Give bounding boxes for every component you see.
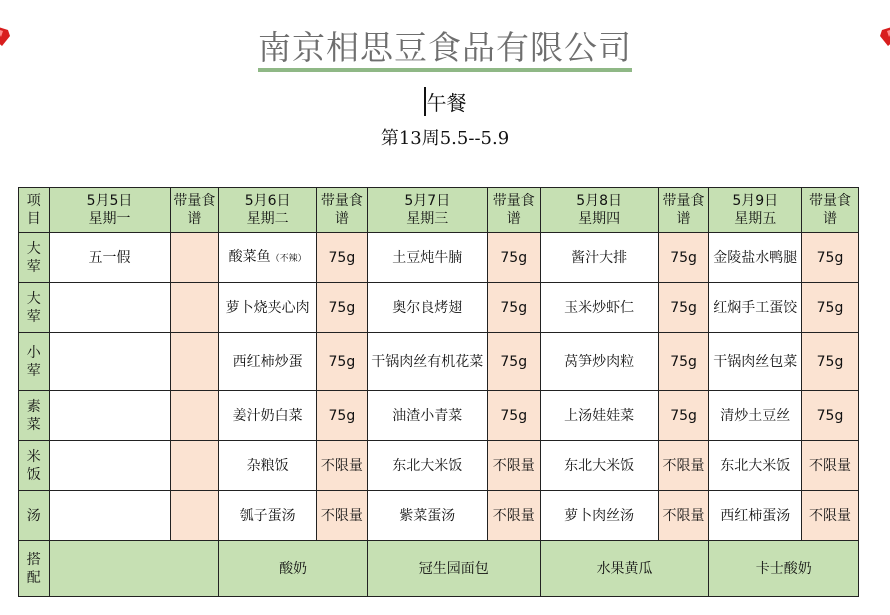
table-row — [19, 441, 859, 491]
dish-cell — [540, 333, 658, 391]
day-header — [709, 188, 802, 233]
dish-name: 萝卜烧夹心肉 — [225, 299, 310, 316]
day-header — [540, 188, 658, 233]
dish-cell — [709, 233, 802, 283]
qty-header: 带量食谱 — [802, 188, 859, 233]
row-label: 大荤 — [19, 233, 50, 283]
company-title: 南京相思豆食品有限公司 — [0, 28, 890, 68]
qty-header: 带量食谱 — [487, 188, 540, 233]
day-weekday: 星期一 — [88, 211, 131, 227]
dish-name: 酸菜鱼 — [228, 248, 271, 265]
dish-cell — [219, 233, 317, 283]
qty-cell — [170, 233, 219, 283]
pairing-row — [19, 541, 859, 597]
qty-header: 带量食谱 — [658, 188, 709, 233]
day-date: 5月9日 — [732, 193, 779, 209]
dish-name: 奥尔良烤翅 — [392, 299, 463, 316]
header-row — [19, 188, 859, 233]
qty-cell — [170, 491, 219, 541]
day-date: 5月7日 — [404, 193, 451, 209]
qty-cell: 75g — [658, 283, 709, 333]
pairing-cell — [49, 541, 219, 597]
qty-cell — [170, 391, 219, 441]
dish-name: 紫菜蛋汤 — [399, 507, 456, 524]
day-date: 5月5日 — [86, 193, 133, 209]
qty-cell: 75g — [802, 333, 859, 391]
dish-name: 东北大米饭 — [564, 457, 635, 474]
qty-cell: 不限量 — [802, 491, 859, 541]
dish-cell — [540, 491, 658, 541]
dish-name: 西红柿炒蛋 — [232, 353, 303, 370]
pairing-cell: 酸奶 — [219, 541, 367, 597]
day-weekday: 星期三 — [406, 211, 449, 227]
dish-cell — [540, 391, 658, 441]
dish-name: 清炒土豆丝 — [720, 407, 791, 424]
row-label: 大荤 — [19, 283, 50, 333]
qty-cell: 75g — [487, 333, 540, 391]
meal-title: 午餐 — [0, 87, 890, 117]
day-header — [219, 188, 317, 233]
row-label: 米饭 — [19, 441, 50, 491]
pairing-cell: 冠生园面包 — [367, 541, 540, 597]
qty-cell: 75g — [658, 391, 709, 441]
dish-cell — [540, 233, 658, 283]
table-row — [19, 283, 859, 333]
dish-cell — [219, 491, 317, 541]
dish-name: 东北大米饭 — [720, 457, 791, 474]
qty-cell: 75g — [487, 283, 540, 333]
table-row — [19, 391, 859, 441]
qty-cell — [170, 333, 219, 391]
day-weekday: 星期五 — [734, 211, 777, 227]
table-row — [19, 333, 859, 391]
dish-cell — [49, 283, 170, 333]
table-row — [19, 491, 859, 541]
row-label: 小荤 — [19, 333, 50, 391]
qty-cell: 不限量 — [658, 491, 709, 541]
qty-cell: 75g — [658, 333, 709, 391]
dish-name: 油渣小青菜 — [392, 407, 463, 424]
dish-name: 酱汁大排 — [571, 249, 628, 266]
row-label: 搭配 — [19, 541, 50, 597]
qty-cell: 75g — [658, 233, 709, 283]
dish-name: 金陵盐水鸭腿 — [713, 249, 798, 266]
day-weekday: 星期四 — [578, 211, 621, 227]
dish-cell — [49, 491, 170, 541]
qty-cell: 不限量 — [316, 441, 367, 491]
dish-name: 姜汁奶白菜 — [232, 407, 303, 424]
qty-cell: 不限量 — [487, 491, 540, 541]
text-cursor — [424, 87, 426, 116]
dish-cell — [709, 391, 802, 441]
corner-header: 项目 — [19, 188, 50, 233]
qty-cell: 不限量 — [316, 491, 367, 541]
day-header — [49, 188, 170, 233]
dish-cell — [540, 283, 658, 333]
menu-table — [18, 187, 859, 597]
dish-cell — [367, 233, 487, 283]
qty-cell: 75g — [802, 283, 859, 333]
day-header — [367, 188, 487, 233]
dish-name: 红焖手工蛋饺 — [713, 299, 798, 316]
day-weekday: 星期二 — [246, 211, 289, 227]
day-date: 5月8日 — [576, 193, 623, 209]
qty-cell: 75g — [487, 233, 540, 283]
table-row — [19, 233, 859, 283]
dish-cell — [540, 441, 658, 491]
qty-cell: 75g — [316, 233, 367, 283]
dish-cell — [219, 283, 317, 333]
dish-name: 土豆炖牛腩 — [392, 249, 463, 266]
dish-name: 干锅肉丝包菜 — [713, 353, 798, 370]
qty-header: 带量食谱 — [170, 188, 219, 233]
dish-cell — [709, 441, 802, 491]
dish-cell — [367, 441, 487, 491]
dish-name: 上汤娃娃菜 — [564, 407, 635, 424]
dish-cell — [49, 333, 170, 391]
dish-cell — [219, 333, 317, 391]
dish-cell — [219, 391, 317, 441]
dish-cell — [49, 233, 170, 283]
qty-cell: 75g — [316, 333, 367, 391]
dish-cell — [219, 441, 317, 491]
dish-name: 瓠子蛋汤 — [239, 507, 296, 524]
dish-name: 西红柿蛋汤 — [720, 507, 791, 524]
week-subtitle: 第13周5.5--5.9 — [380, 128, 510, 149]
qty-cell: 不限量 — [802, 441, 859, 491]
qty-cell — [170, 441, 219, 491]
dish-cell — [367, 491, 487, 541]
qty-header: 带量食谱 — [316, 188, 367, 233]
dish-cell — [367, 283, 487, 333]
dish-cell — [709, 333, 802, 391]
row-label: 汤 — [19, 491, 50, 541]
pairing-cell: 水果黄瓜 — [540, 541, 709, 597]
dish-cell — [709, 283, 802, 333]
dish-cell — [367, 333, 487, 391]
dish-name: 玉米炒虾仁 — [564, 299, 635, 316]
pairing-cell: 卡士酸奶 — [709, 541, 859, 597]
dish-cell — [709, 491, 802, 541]
dish-cell — [49, 441, 170, 491]
dish-name: 莴笋炒肉粒 — [564, 353, 635, 370]
dish-name: 五一假 — [88, 249, 131, 266]
dish-cell — [367, 391, 487, 441]
qty-cell — [170, 283, 219, 333]
qty-cell: 75g — [316, 391, 367, 441]
day-date: 5月6日 — [244, 193, 291, 209]
dish-name: 萝卜肉丝汤 — [564, 507, 635, 524]
qty-cell: 75g — [802, 233, 859, 283]
dish-name: 杂粮饭 — [246, 457, 289, 474]
dish-note: （不辣） — [270, 253, 307, 264]
qty-cell: 75g — [316, 283, 367, 333]
dish-cell — [49, 391, 170, 441]
qty-cell: 不限量 — [487, 441, 540, 491]
qty-cell: 75g — [487, 391, 540, 441]
qty-cell: 75g — [802, 391, 859, 441]
qty-cell: 不限量 — [658, 441, 709, 491]
row-label: 素菜 — [19, 391, 50, 441]
dish-name: 干锅肉丝有机花菜 — [371, 353, 484, 370]
dish-name: 东北大米饭 — [392, 457, 463, 474]
